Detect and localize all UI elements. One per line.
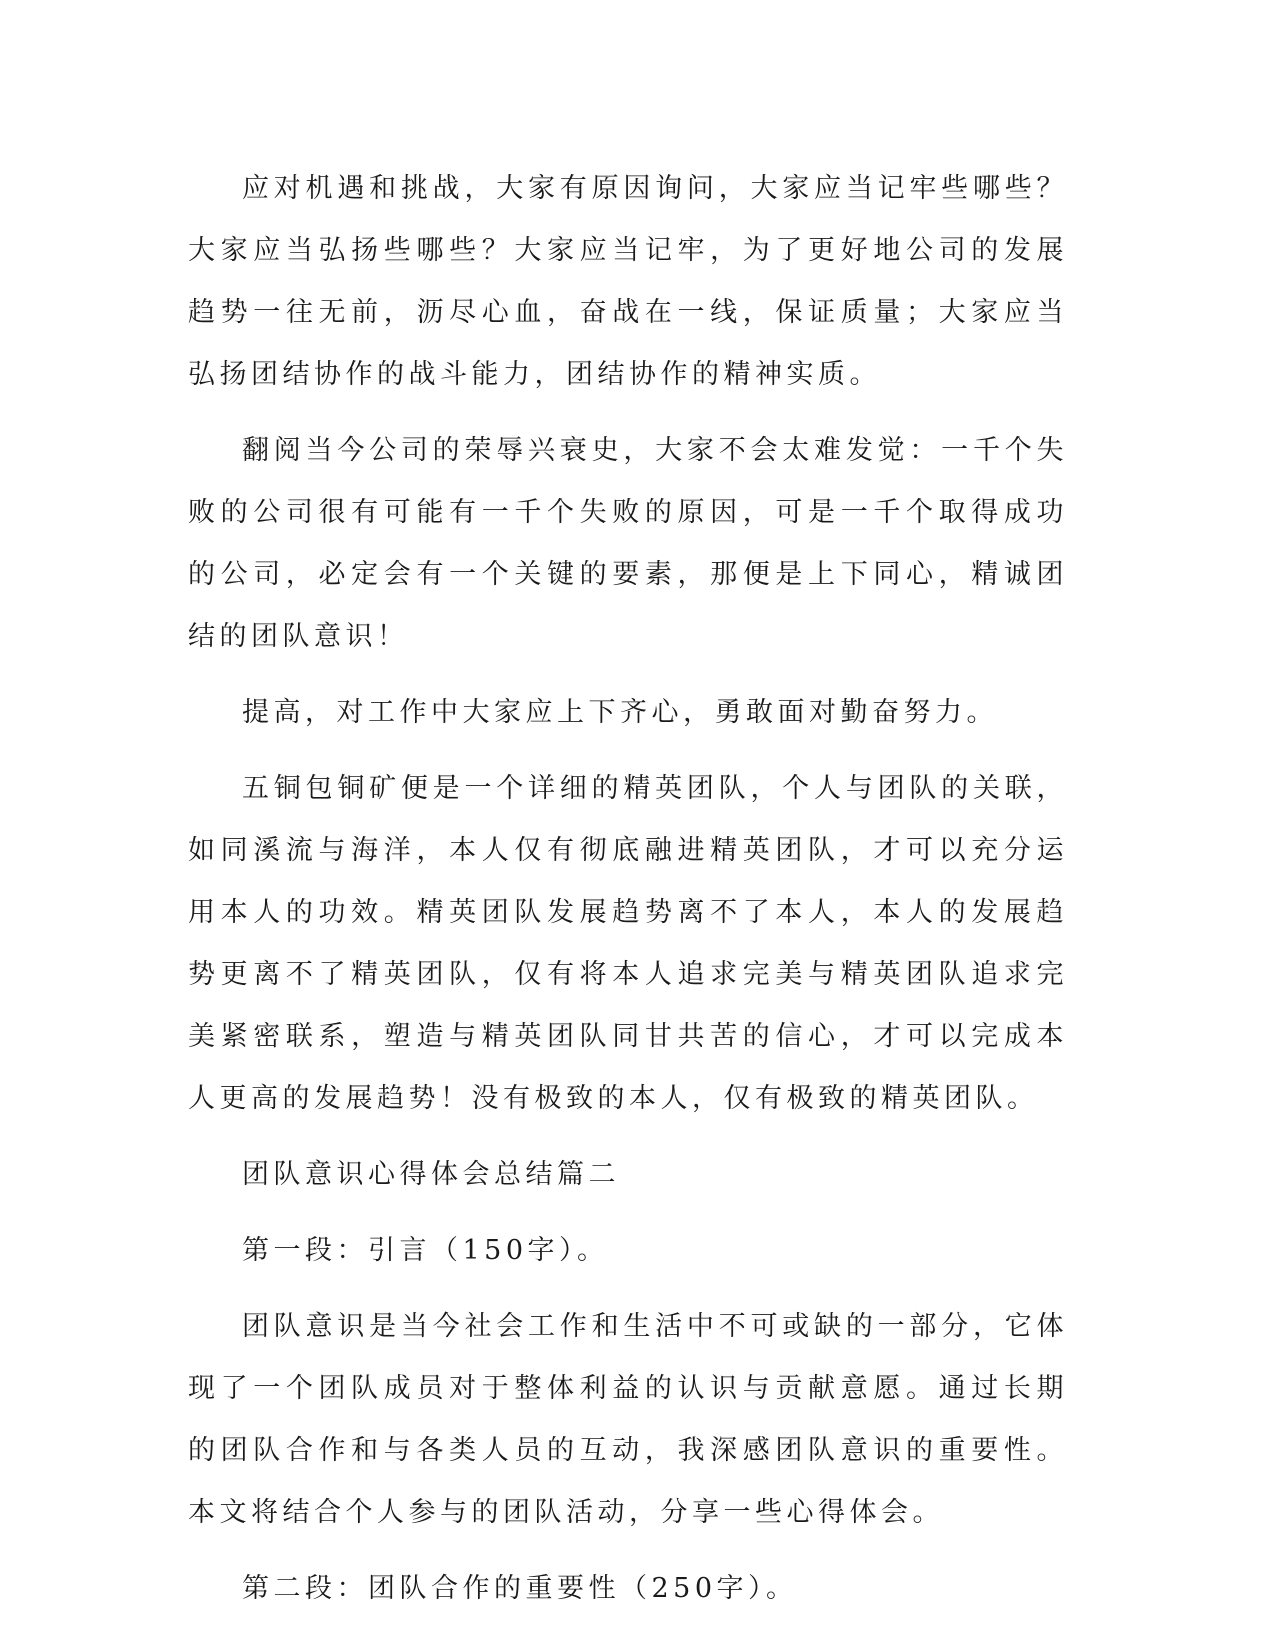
paragraph-team-awareness: 团队意识是当今社会工作和生活中不可或缺的一部分，它体现了一个团队成员对于整体利益的认识与贡献意愿。通过长期的团队合作和与各类人员的互动，我深感团队意识的重要性。本文将结合个人参与的团队活动，分享一些心得体会。 xyxy=(188,1311,1068,1528)
section-heading-importance: 第二段：团队合作的重要性（250字）。 xyxy=(242,1573,798,1604)
document-body xyxy=(188,158,1068,1634)
paragraph-company-history: 翻阅当今公司的荣辱兴衰史，大家不会太难发觉：一千个失败的公司很有可能有一千个失败的原因，可是一千个取得成功的公司，必定会有一个关键的要素，那便是上下同心，精诚团结的团队意识！ xyxy=(188,435,1068,652)
section-title: 团队意识心得体会总结篇二 xyxy=(242,1159,620,1190)
paragraph-opportunities-challenges: 应对机遇和挑战，大家有原因询问，大家应当记牢些哪些？大家应当弘扬些哪些？大家应当记牢，为了更好地公司的发展趋势一往无前，沥尽心血，奋战在一线，保证质量；大家应当弘扬团结协作的战斗能力，团结协作的精神实质。 xyxy=(188,173,1068,390)
section-heading-intro: 第一段：引言（150字）。 xyxy=(242,1235,609,1266)
paragraph-improvement: 提高，对工作中大家应上下齐心，勇敢面对勤奋努力。 xyxy=(242,697,998,728)
paragraph-elite-team: 五铜包铜矿便是一个详细的精英团队，个人与团队的关联，如同溪流与海洋，本人仅有彻底融进精英团队，才可以充分运用本人的功效。精英团队发展趋势离不了本人，本人的发展趋势更离不了精英团队，仅有将本人追求完美与精英团队追求完美紧密联系，塑造与精英团队同甘共苦的信心，才可以完成本人更高的发展趋势！没有极致的本人，仅有极致的精英团队。 xyxy=(188,773,1068,1114)
